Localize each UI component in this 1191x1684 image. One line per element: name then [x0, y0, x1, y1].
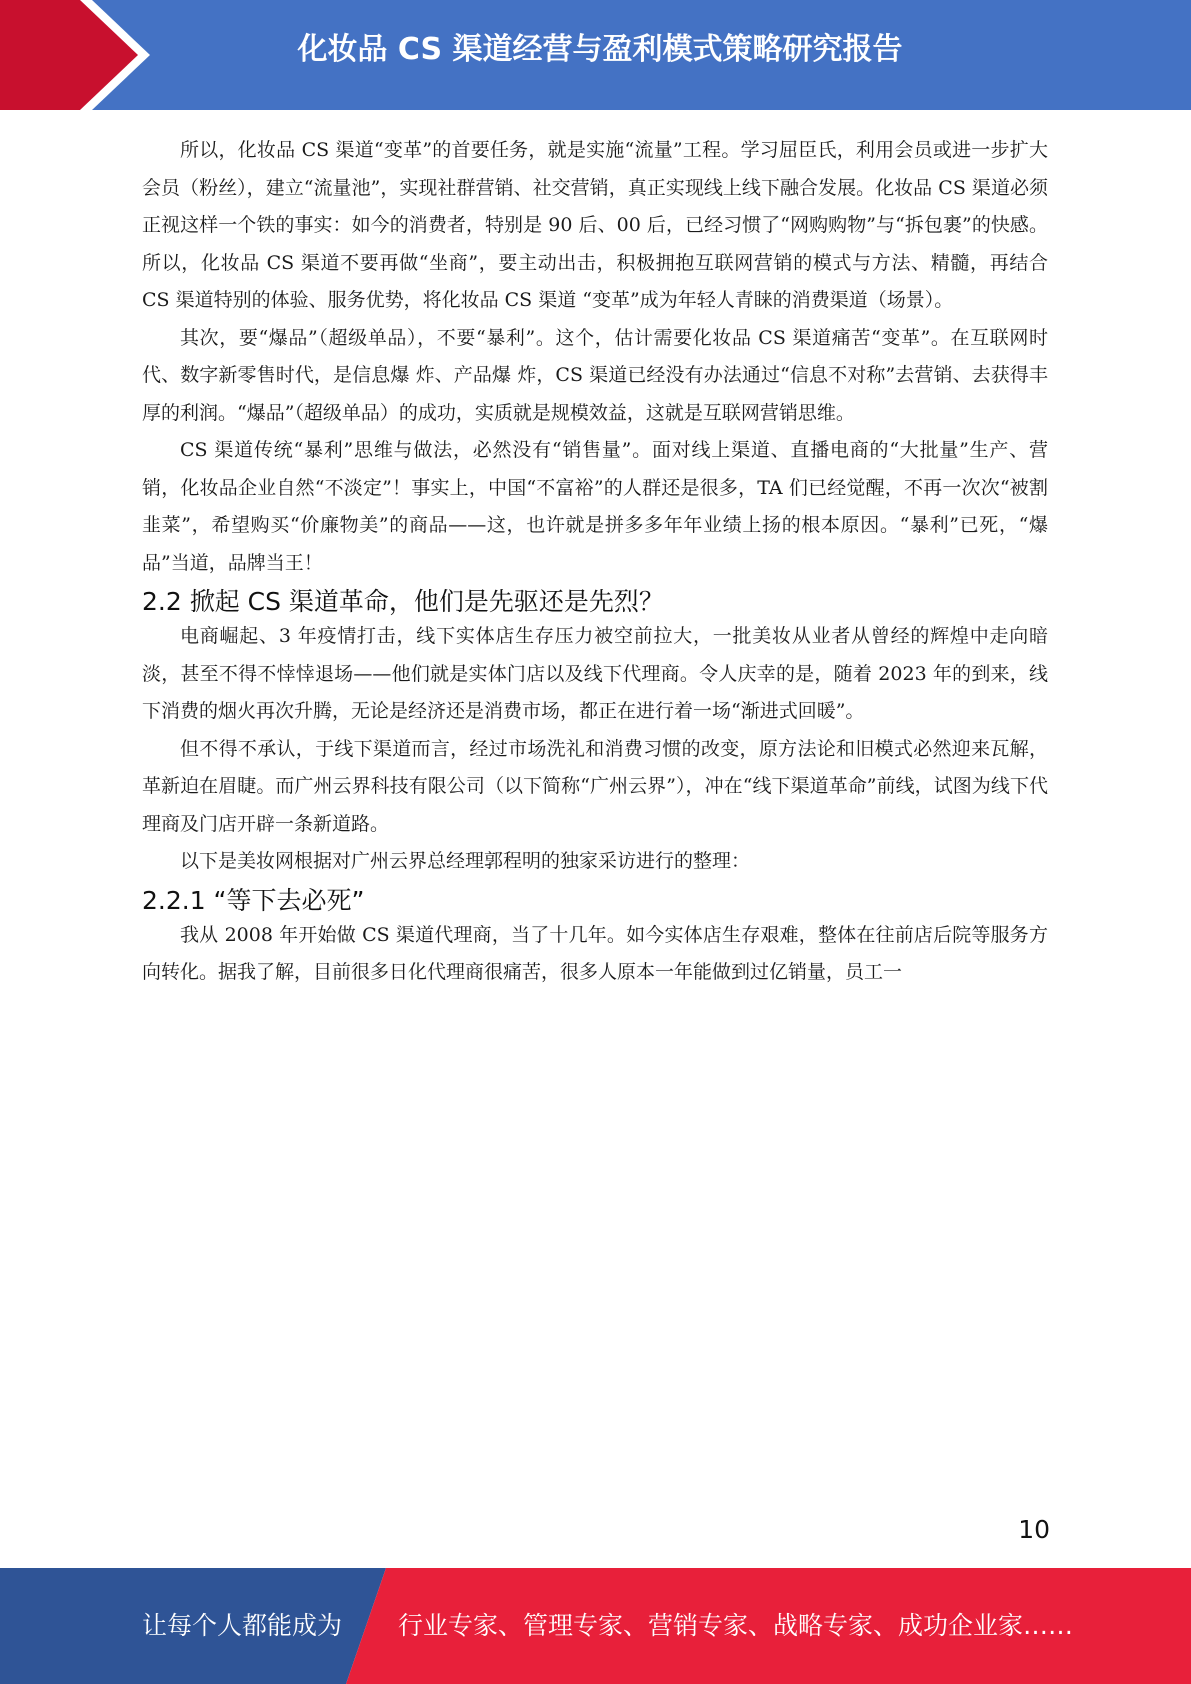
paragraph: CS 渠道传统“暴利”思维与做法，必然没有“销售量”。面对线上渠道、直播电商的“大批量”生产、营销，化妆品企业自然“不淡定”！事实上，中国“不富裕”的人群还是很多，TA 们已经觉醒，不再一次次“被割韭菜”，希望购买“价廉物美”的商品——这，也许就是拼多多年年业绩上扬的根本原因。“暴利”已死，“爆品”当道，品牌当王！	[142, 439, 1048, 574]
paragraph: 所以，化妆品 CS 渠道“变革”的首要任务，就是实施“流量”工程。学习屈臣氏，利用会员或进一步扩大会员（粉丝），建立“流量池”，实现社群营销、社交营销，真正实现线上线下融合发展。化妆品 CS 渠道必须正视这样一个铁的事实：如今的消费者，特别是 90 后、00 后，已经习惯了“网购购物”与“拆包裹”的快感。所以，化妆品 CS 渠道不要再做“坐商”，要主动出击，积极拥抱互联网营销的模式与方法、精髓，再结合 CS 渠道特别的体验、服务优势，将化妆品 CS 渠道 “变革”成为年轻人青睐的消费渠道（场景）。	[142, 139, 1048, 311]
page-content	[142, 132, 1048, 992]
page-number: 10	[1018, 1515, 1050, 1544]
paragraph: 电商崛起、3 年疫情打击，线下实体店生存压力被空前拉大，一批美妆从业者从曾经的辉煌中走向暗淡，甚至不得不悻悻退场——他们就是实体门店以及线下代理商。令人庆幸的是，随着 2023 年的到来，线下消费的烟火再次升腾，无论是经济还是消费市场，都正在进行着一场“渐进式回暖”。	[142, 625, 1048, 722]
paragraph: 以下是美妆网根据对广州云界总经理郭程明的独家采访进行的整理：	[180, 850, 751, 872]
paragraph: 但不得不承认，于线下渠道而言，经过市场洗礼和消费习惯的改变，原方法论和旧模式必然迎来瓦解，革新迫在眉睫。而广州云界科技有限公司（以下简称“广州云界”），冲在“线下渠道革命”前线，试图为线下代理商及门店开辟一条新道路。	[142, 737, 1048, 835]
footer-slogan-right: 行业专家、管理专家、营销专家、战略专家、成功企业家……	[398, 1611, 1074, 1640]
paragraph: 我从 2008 年开始做 CS 渠道代理商，当了十几年。如今实体店生存艰难，整体在往前店后院等服务方向转化。据我了解，目前很多日化代理商很痛苦，很多人原本一年能做到过亿销量，员工一	[142, 923, 1048, 983]
report-title: 化妆品 CS 渠道经营与盈利模式策略研究报告	[297, 32, 903, 67]
section-heading: 2.2 掀起 CS 渠道革命，他们是先驱还是先烈？	[142, 587, 664, 616]
page-footer	[0, 1568, 1191, 1684]
subsection-heading: 2.2.1 “等下去必死”	[142, 885, 365, 915]
paragraph: 其次，要“爆品”（超级单品），不要“暴利”。这个，估计需要化妆品 CS 渠道痛苦“变革”。在互联网时代、数字新零售时代，是信息爆 炸、产品爆 炸，CS 渠道已经没有办法通过“信息不对称”去营销、去获得丰厚的利润。“爆品”（超级单品）的成功，实质就是规模效益，这就是互联网营销思维。	[142, 326, 1048, 424]
footer-slogan-left: 让每个人都能成为	[142, 1611, 343, 1640]
header-chevron-decoration	[0, 0, 150, 110]
page-header	[0, 0, 1191, 110]
